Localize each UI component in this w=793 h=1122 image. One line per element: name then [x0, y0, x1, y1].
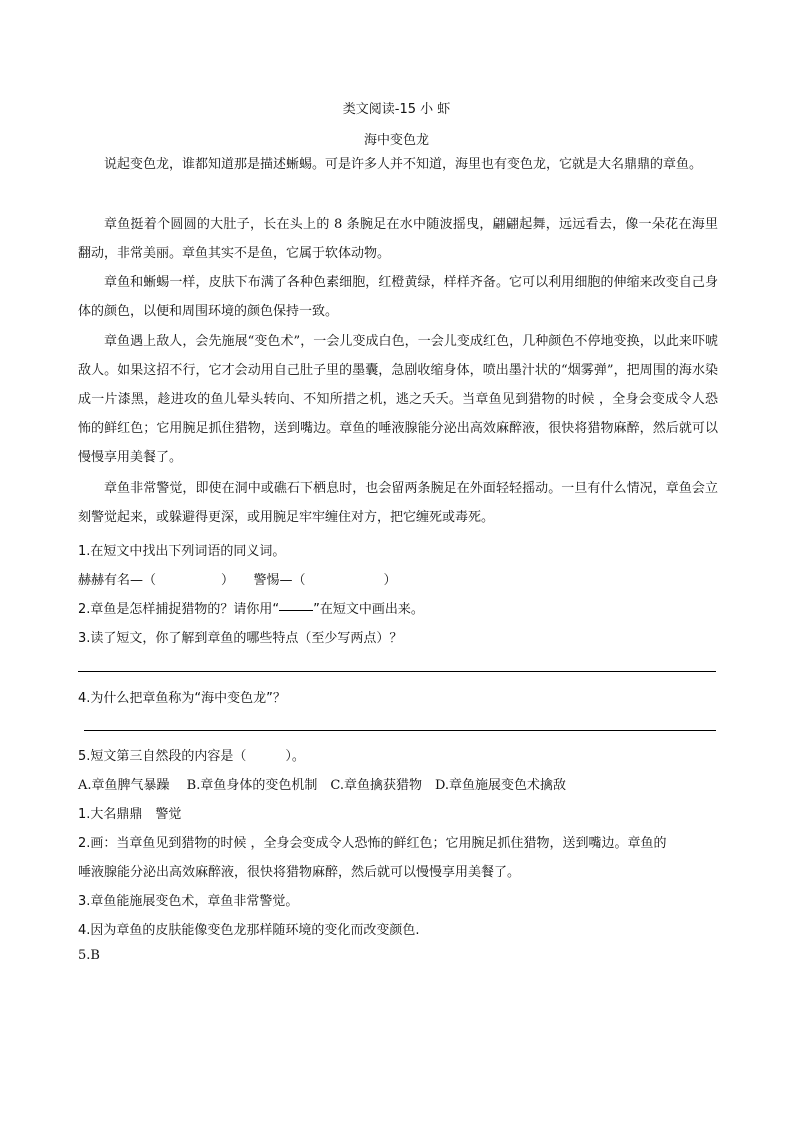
answer-4: 4.因为章鱼的皮肤能像变色龙那样随环境的变化而改变颜色.	[78, 923, 420, 938]
answer-2-line-2: 唾液腺能分泌出高效麻醉液，很快将猎物麻醉，然后就可以慢慢享用美餐了。	[78, 865, 521, 880]
paragraph-2: 章鱼挺着个圆圆的大肚子，长在头上的 8 条腕足在水中随波摇曳，翩翩起舞，远远看去，像一朵花在海里翻动，非常美丽。章鱼其实不是鱼，它属于软体动物。	[78, 217, 718, 261]
question-1: 1.在短文中找出下列词语的同义词。	[78, 544, 286, 559]
answer-5: 5.B	[78, 948, 100, 963]
question-5-options: A.章鱼脾气暴躁 B.章鱼身体的变色机制 C.章鱼擒获猎物 D.章鱼施展变色术擒敌	[78, 778, 567, 793]
answer-1: 1.大名鼎鼎 警觉	[78, 807, 182, 822]
answer-line-3	[78, 671, 716, 672]
underline-mark	[279, 610, 313, 611]
question-2-after: ”在短文中画出来。	[313, 602, 424, 617]
paragraph-4: 章鱼遇上敌人，会先施展“变色术”，一会儿变成白色，一会儿变成红色，几种颜色不停地变换，以此来吓唬敌人。如果这招不行，它才会动用自己肚子里的墨囊，急剧收缩身体，喷出墨汁状的“烟雾弹”，把周围的海水染成一片漆黑，趁进攻的鱼儿晕头转向、不知所措之机，逃之夭夭。当章鱼见到猎物的时候 ，全身会变成令人恐怖的鲜红色；它用腕足抓住猎物，送到嘴边。章鱼的唾液腺能分泌出高效麻醉液，很快将猎物麻醉，然后就可以慢慢享用美餐了。	[78, 334, 718, 465]
answer-2-line-1: 2.画：当章鱼见到猎物的时候 ，全身会变成令人恐怖的鲜红色；它用腕足抓住猎物，送到嘴边。章鱼的	[78, 836, 667, 851]
question-5: 5.短文第三自然段的内容是（ ）。	[78, 749, 305, 764]
paragraph-3: 章鱼和蜥蜴一样，皮肤下布满了各种色素细胞，红橙黄绿，样样齐备。它可以利用细胞的伸缩来改变自己身体的颜色，以便和周围环境的颜色保持一致。	[78, 275, 718, 319]
answer-3: 3.章鱼能施展变色术，章鱼非常警觉。	[78, 894, 299, 909]
worksheet-title: 类文阅读-15 小 虾	[342, 102, 451, 117]
answer-line-4	[84, 730, 716, 731]
article-title: 海中变色龙	[363, 133, 429, 148]
question-2	[78, 598, 424, 617]
question-2-before: 2.章鱼是怎样捕捉猎物的？请你用“	[78, 602, 280, 617]
question-4: 4.为什么把章鱼称为“海中变色龙”？	[78, 691, 286, 706]
question-1-items: 赫赫有名—（ ） 警惕—（ ）	[78, 573, 397, 588]
paragraph-5: 章鱼非常警觉，即使在洞中或礁石下栖息时，也会留两条腕足在外面轻轻摇动。一旦有什么情况，章鱼会立刻警觉起来，或躲避得更深，或用腕足牢牢缠住对方，把它缠死或毒死。	[78, 481, 718, 525]
question-3: 3.读了短文，你了解到章鱼的哪些特点（至少写两点）？	[78, 631, 403, 646]
paragraph-1: 说起变色龙，谁都知道那是描述蜥蜴。可是许多人并不知道，海里也有变色龙，它就是大名鼎鼎的章鱼。	[104, 157, 703, 172]
